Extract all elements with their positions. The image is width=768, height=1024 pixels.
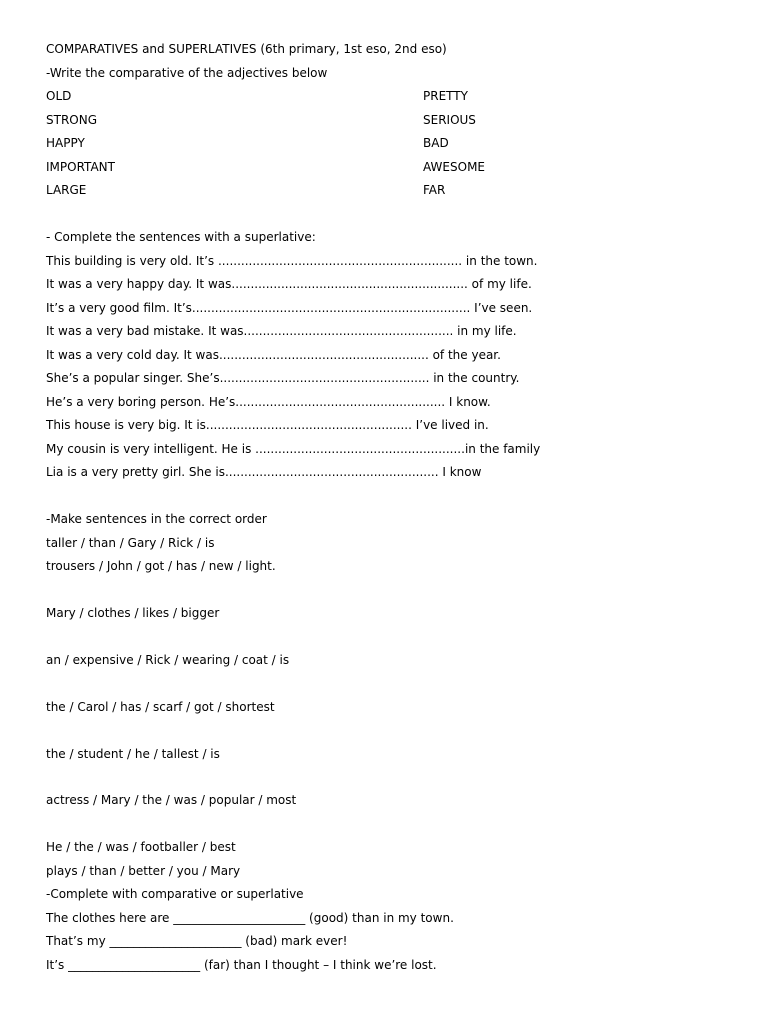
fill-in-item: The clothes here are ______________________ (good) than in my town.: [46, 911, 454, 925]
section2-instruction: - Complete the sentences with a superlative:: [46, 230, 316, 244]
superlative-sentence: She’s a popular singer. She’s....................................................... in the country.: [46, 371, 520, 385]
word-order-item: trousers / John / got / has / new / light.: [46, 559, 276, 573]
adjective-right: SERIOUS: [423, 113, 476, 127]
word-order-item: Mary / clothes / likes / bigger: [46, 606, 220, 620]
section3-instruction: -Make sentences in the correct order: [46, 512, 267, 526]
word-order-item: the / Carol / has / scarf / got / shortest: [46, 700, 275, 714]
word-order-item: actress / Mary / the / was / popular / most: [46, 793, 297, 807]
adjective-left: HAPPY: [46, 136, 85, 150]
word-order-item: an / expensive / Rick / wearing / coat / is: [46, 653, 290, 667]
adjective-left: IMPORTANT: [46, 160, 115, 174]
superlative-sentence: It was a very happy day. It was.............................................................. of my life.: [46, 277, 532, 291]
adjective-left: OLD: [46, 89, 72, 103]
adjective-right: AWESOME: [423, 160, 485, 174]
superlative-sentence: This building is very old. It’s ................................................................ in the town.: [46, 254, 538, 268]
adjective-right: FAR: [423, 183, 446, 197]
adjective-right: BAD: [423, 136, 449, 150]
superlative-sentence: It was a very bad mistake. It was....................................................... in my life.: [46, 324, 517, 338]
superlative-sentence: He’s a very boring person. He’s....................................................... I know.: [46, 395, 491, 409]
superlative-sentence: My cousin is very intelligent. He is .......................................................in the family: [46, 442, 541, 456]
worksheet-title: COMPARATIVES and SUPERLATIVES (6th primary, 1st eso, 2nd eso): [46, 42, 447, 56]
fill-in-item: That’s my ______________________ (bad) mark ever!: [46, 934, 348, 948]
superlative-sentence: Lia is a very pretty girl. She is........................................................ I know: [46, 465, 482, 479]
word-order-item: plays / than / better / you / Mary: [46, 864, 241, 878]
adjective-right: PRETTY: [423, 89, 468, 103]
superlative-sentence: This house is very big. It is...................................................... I’ve lived in.: [46, 418, 489, 432]
adjective-left: STRONG: [46, 113, 98, 127]
section4-instruction: -Complete with comparative or superlative: [46, 887, 304, 901]
section1-instruction: -Write the comparative of the adjectives below: [46, 66, 328, 80]
word-order-item: He / the / was / footballer / best: [46, 840, 236, 854]
word-order-item: taller / than / Gary / Rick / is: [46, 536, 215, 550]
superlative-sentence: It was a very cold day. It was....................................................... of the year.: [46, 348, 501, 362]
superlative-sentence: It’s a very good film. It’s......................................................................... I’ve seen.: [46, 301, 533, 315]
word-order-item: the / student / he / tallest / is: [46, 747, 220, 761]
adjective-left: LARGE: [46, 183, 87, 197]
fill-in-item: It’s ______________________ (far) than I thought – I think we’re lost.: [46, 958, 437, 972]
